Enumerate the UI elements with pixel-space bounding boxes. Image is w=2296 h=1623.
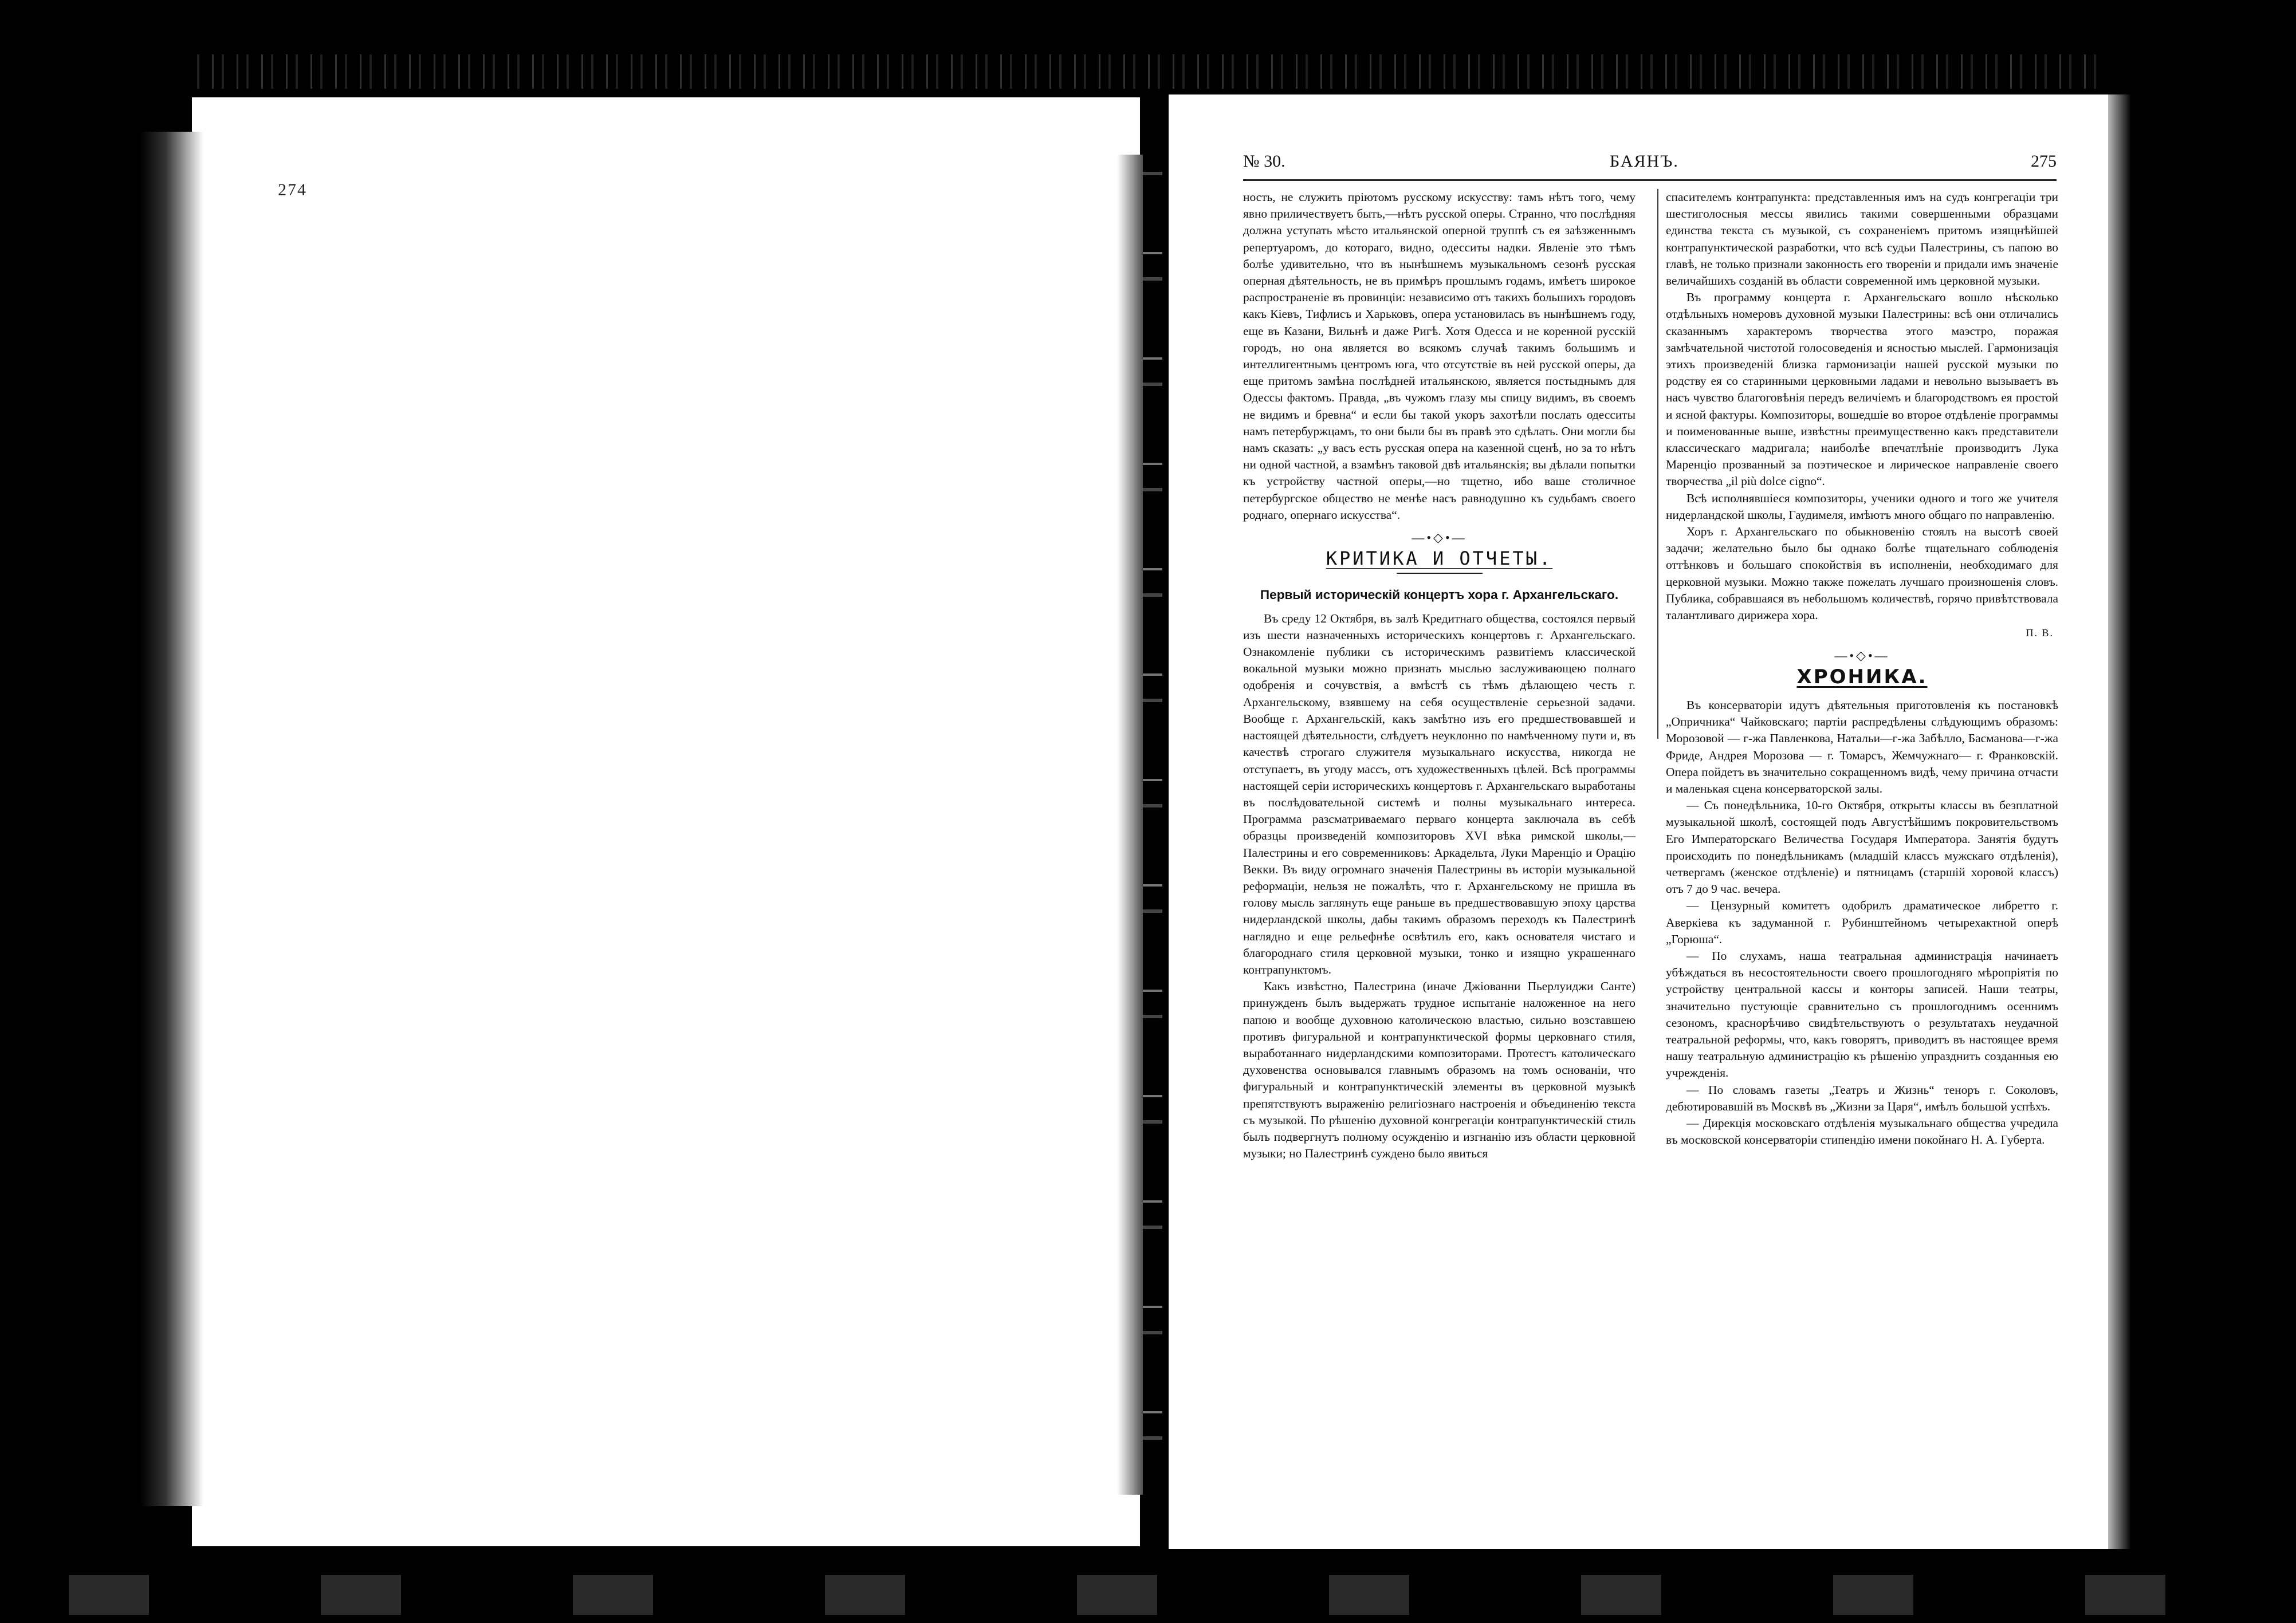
left-page [192, 97, 1140, 1546]
chronicle-item: — Дирекція московскаго отдѣленія музыкальнаго общества учредила въ московской консерваторіи стипендію имени покойнаго Н. А. Губерта. [1666, 1116, 2058, 1147]
right-page [1169, 94, 2108, 1549]
issue-number: № 30. [1243, 152, 1285, 171]
section-title: КРИТИКА И ОТЧЕТЫ. [1326, 547, 1553, 570]
page-edge-shadow [140, 132, 203, 1506]
chronicle-item: Въ консерваторіи идутъ дѣятельныя приготовленія къ постановкѣ „Опричника“ Чайковскаго; партіи распредѣлены слѣдующимъ образомъ: Морозовой — г-жа Павленкова, Натальи—г-жа Забѣлло, Басманова—г-жа Фриде, Андрея Морозова — г. Томарсъ, Жемчужнаго— г. Франковскій. Опера пойдетъ въ значительно сокращенномъ видѣ, чему причина отчасти и маленькая сцена консерваторской залы. [1666, 698, 2058, 795]
page-number: 275 [2031, 152, 2057, 171]
ornament-divider: —•◇•— [1412, 530, 1467, 545]
short-rule [1397, 573, 1483, 574]
paragraph: ность, не служить пріютомъ русскому искусству: тамъ нѣтъ того, чему явно приличествуетъ быть,—нѣтъ русской оперы. Странно, что послѣдняя должна уступать мѣсто итальянской оперной труппѣ съ ея заѣзженнымъ репертуаромъ, до котораго, видно, одесситы надки. Явленіе это тѣмъ болѣе удивительно, что въ нынѣшнемъ музыкальномъ сезонѣ русская оперная дѣятельность, не въ примѣръ прошлымъ годамъ, имѣетъ широкое распространеніе въ провинціи: независимо отъ такихъ большихъ городовъ какъ Кіевъ, Тифлисъ и Харьковъ, опера установилась въ нынѣшнемъ году, еще въ Казани, Вильнѣ и даже Ригѣ. Хотя Одесса и не коренной русскій городъ, но она является во всякомъ случаѣ такимъ большимъ и интеллигентнымъ центромъ юга, что отсутствіе въ ней русской оперы, да еще притомъ замѣна послѣдней итальянскою, является постыднымъ для Одессы фактомъ. Правда, „въ чужомъ глазу мы спицу видимъ, въ своемъ не видимъ и бревна“ и если бы такой укоръ захотѣли послать одесситы намъ петербуржцамъ, то они были бы въ правѣ это сдѣлать. Они могли бы намъ сказать: „у васъ есть русская опера на казенной сценѣ, но за то нѣтъ ни одной частной, а взамѣнъ таковой двѣ итальянскія; вы дѣлали попытки къ устройству частной оперы,—но тщетно, ибо ваше столичное петербургское общество не менѣе насъ равнодушно къ судьбамъ своего роднаго, опернаго искусства“. [1243, 190, 1635, 522]
chronicle-item: — По слухамъ, наша театральная администрація начинаетъ убѣждаться въ несостоятельности своего прошлогодняго мѣропріятія по устройству центральной кассы и конторы записей. Наши театры, значительно пустующіе сравнительно съ прошлогоднимъ осеннимъ сезономъ, краснорѣчиво свидѣтельствуютъ о результатахъ неудачной театральной реформы, что, какъ говорятъ, приводитъ въ настоящее время нашу театральную администрацію къ рѣшенію упразднить созданныя ею учрежденія. [1666, 948, 2058, 1080]
paragraph: Въ среду 12 Октября, въ залѣ Кредитнаго общества, состоялся первый изъ шести назначенныхъ историческихъ концертовъ г. Архангельскаго. Ознакомленіе публики съ историческимъ развитіемъ классической вокальной музыки можно признать мыслью заслуживающею полнаго одобренія и сочувствія, а вмѣстѣ съ тѣмъ дѣлающею честь г. Архангельскому, взявшему на себя осуществленіе серьезной задачи. Вообще г. Архангельскій, какъ замѣтно изъ его предшествовавшей и настоящей дѣятельности, слѣдуетъ неуклонно по намѣченному пути и, въ качествѣ строгаго служителя музыкальнаго искусства, никогда не отступаетъ, въ угоду массъ, отъ художественныхъ цѣлей. Всѣ программы настоящей серіи историческихъ концертовъ г. Архангельскаго выработаны въ послѣдовательной системѣ и полны музыкальнаго интереса. Программа разсматриваемаго перваго концерта заключала въ себѣ образцы произведеній композиторовъ XVI вѣка римской школы,—Палестрины и его современниковъ: Аркадельта, Луки Маренціо и Орацію Векки. Въ виду огромнаго значенія Палестрины въ исторіи музыкальной реформаціи, нельзя не пожалѣть, что г. Архангельскому не пришла въ голову мысль заглянуть еще раньше въ предшествовавшую эпоху царства нидерландской школы, дабы такимъ образомъ переходъ къ Палестринѣ наглядно и еще рельефнѣе освѣтилъ его, какъ основателя чистаго и благороднаго стиля церковной музыки, тонко и изящно украшеннаго контрапунктомъ. [1243, 611, 1635, 976]
paragraph: Въ программу концерта г. Архангельскаго вошло нѣсколько отдѣльныхъ номеровъ духовной музыки Палестрины: всѣ они отличались сказаннымъ характеромъ творчества этого маэстро, поражая замѣчательной чистотой голосоведенія и ясностью мыслей. Гармонизація этихъ произведеній близка гармонизаціи нашей русской музыки по родству ея со старинными церковными ладами и невольно вызываетъ въ насъ чувство благоговѣнія передъ величіемъ и благородствомъ ея простой и ясной фактуры. Композиторы, вошедшіе во второе отдѣленіе программы и поименованные выше, извѣстны преимущественно какъ представители классическаго мадригала; наиболѣе впечатлѣніе производитъ Лука Маренціо прозванный за поэтическое и лирическое направленіе своего творчества „il più dolce cigno“. [1666, 290, 2058, 489]
paragraph: Хоръ г. Архангельскаго по обыкновенію стоялъ на высотѣ своей задачи; желательно было бы однако болѣе тщательнаго соблюденія оттѣнковъ и большаго спокойствія въ исполненіи, необходимаго для церковной музыки. Можно также пожелать лучшаго произношенія словъ. Публика, собравшаяся въ небольшомъ количествѣ, горячо привѣтствовала талантливаго дирижера хора. [1666, 525, 2058, 623]
author-signature: П. В. [2026, 627, 2054, 639]
book-binding [1143, 149, 1162, 1512]
chronicle-title: ХРОНИКА. [1796, 665, 1928, 688]
chronicle-item: — Съ понедѣльника, 10-го Октября, открыты классы въ безплатной музыкальной школѣ, состоящей подъ Августѣйшимъ покровительствомъ Его Императорскаго Величества Государя Императора. Занятія будутъ происходить по понедѣльникамъ (младшій классъ мужскаго отдѣленія), четвергамъ (женское отдѣленіе) и пятницамъ (старшій хоровой классъ) отъ 7 до 9 час. вечера. [1666, 798, 2058, 896]
left-column [1243, 189, 1635, 1162]
paragraph: Всѣ исполнявшіеся композиторы, ученики одного и того же учителя нидерландской школы, Гаудимеля, имѣютъ много общаго по направленію. [1666, 491, 2058, 522]
chronicle-item: — По словамъ газеты „Театръ и Жизнь“ теноръ г. Соколовъ, дебютировавшій въ Москвѣ въ „Жизни за Царя“, имѣлъ большой успѣхъ. [1666, 1082, 2058, 1113]
film-sprocket-strip [0, 1575, 2296, 1615]
right-column [1666, 189, 2058, 1148]
film-edge-noise [189, 54, 2108, 89]
paragraph: спасителемъ контрапункта: представленныя имъ на судъ конгрегаціи три шестиголосныя мессы явились такими совершенными образцами единства текста съ музыкой, съ сохраненіемъ притомъ изящнѣйшей контрапунктической разработки, что всѣ судьи Палестрины, съ папою во главѣ, не только признали законность его твореніи и придали имъ значеніе величайшихъ созданій въ области современной имъ церковной музыки. [1666, 190, 2058, 288]
paragraph: Какъ извѣстно, Палестрина (иначе Джіованни Пьерлуиджи Санте) принужденъ былъ выдержать трудное испытаніе наложенное на него папою и вообще духовною католическою властью, сильно возставшею противъ фигуральной и контрапунктической формы церковнаго стиля, выработаннаго нидерландскими композиторами. Протестъ католическаго духовенства основывался главнымъ образомъ на томъ основаніи, что фигуральный и контрапунктическій элементы въ церковной музыкѣ препятствуютъ выраженію религіознаго настроенія и объединенію текста съ музыкой. По рѣшенію духовной конгрегаціи контрапунктическій стиль былъ подвергнутъ полному осужденію и изгнанію изъ области церковной музыки; но Палестринѣ суждено было явиться [1243, 979, 1635, 1161]
left-page-number: 274 [278, 180, 307, 199]
article-title: Первый историческій концертъ хора г. Архангельскаго. [1260, 588, 1619, 602]
running-head [1243, 152, 2057, 175]
journal-title: БАЯНЪ. [1610, 152, 1679, 171]
column-divider [1657, 189, 1658, 739]
page-edge-shadow [2108, 94, 2131, 1549]
chronicle-item: — Цензурный комитетъ одобрилъ драматическое либретто г. Аверкіева къ задуманной г. Рубинштейномъ четырехактной оперѣ „Горюша“. [1666, 899, 2058, 946]
header-rule [1243, 179, 2057, 181]
ornament-divider: —•◇•— [1834, 648, 1890, 663]
